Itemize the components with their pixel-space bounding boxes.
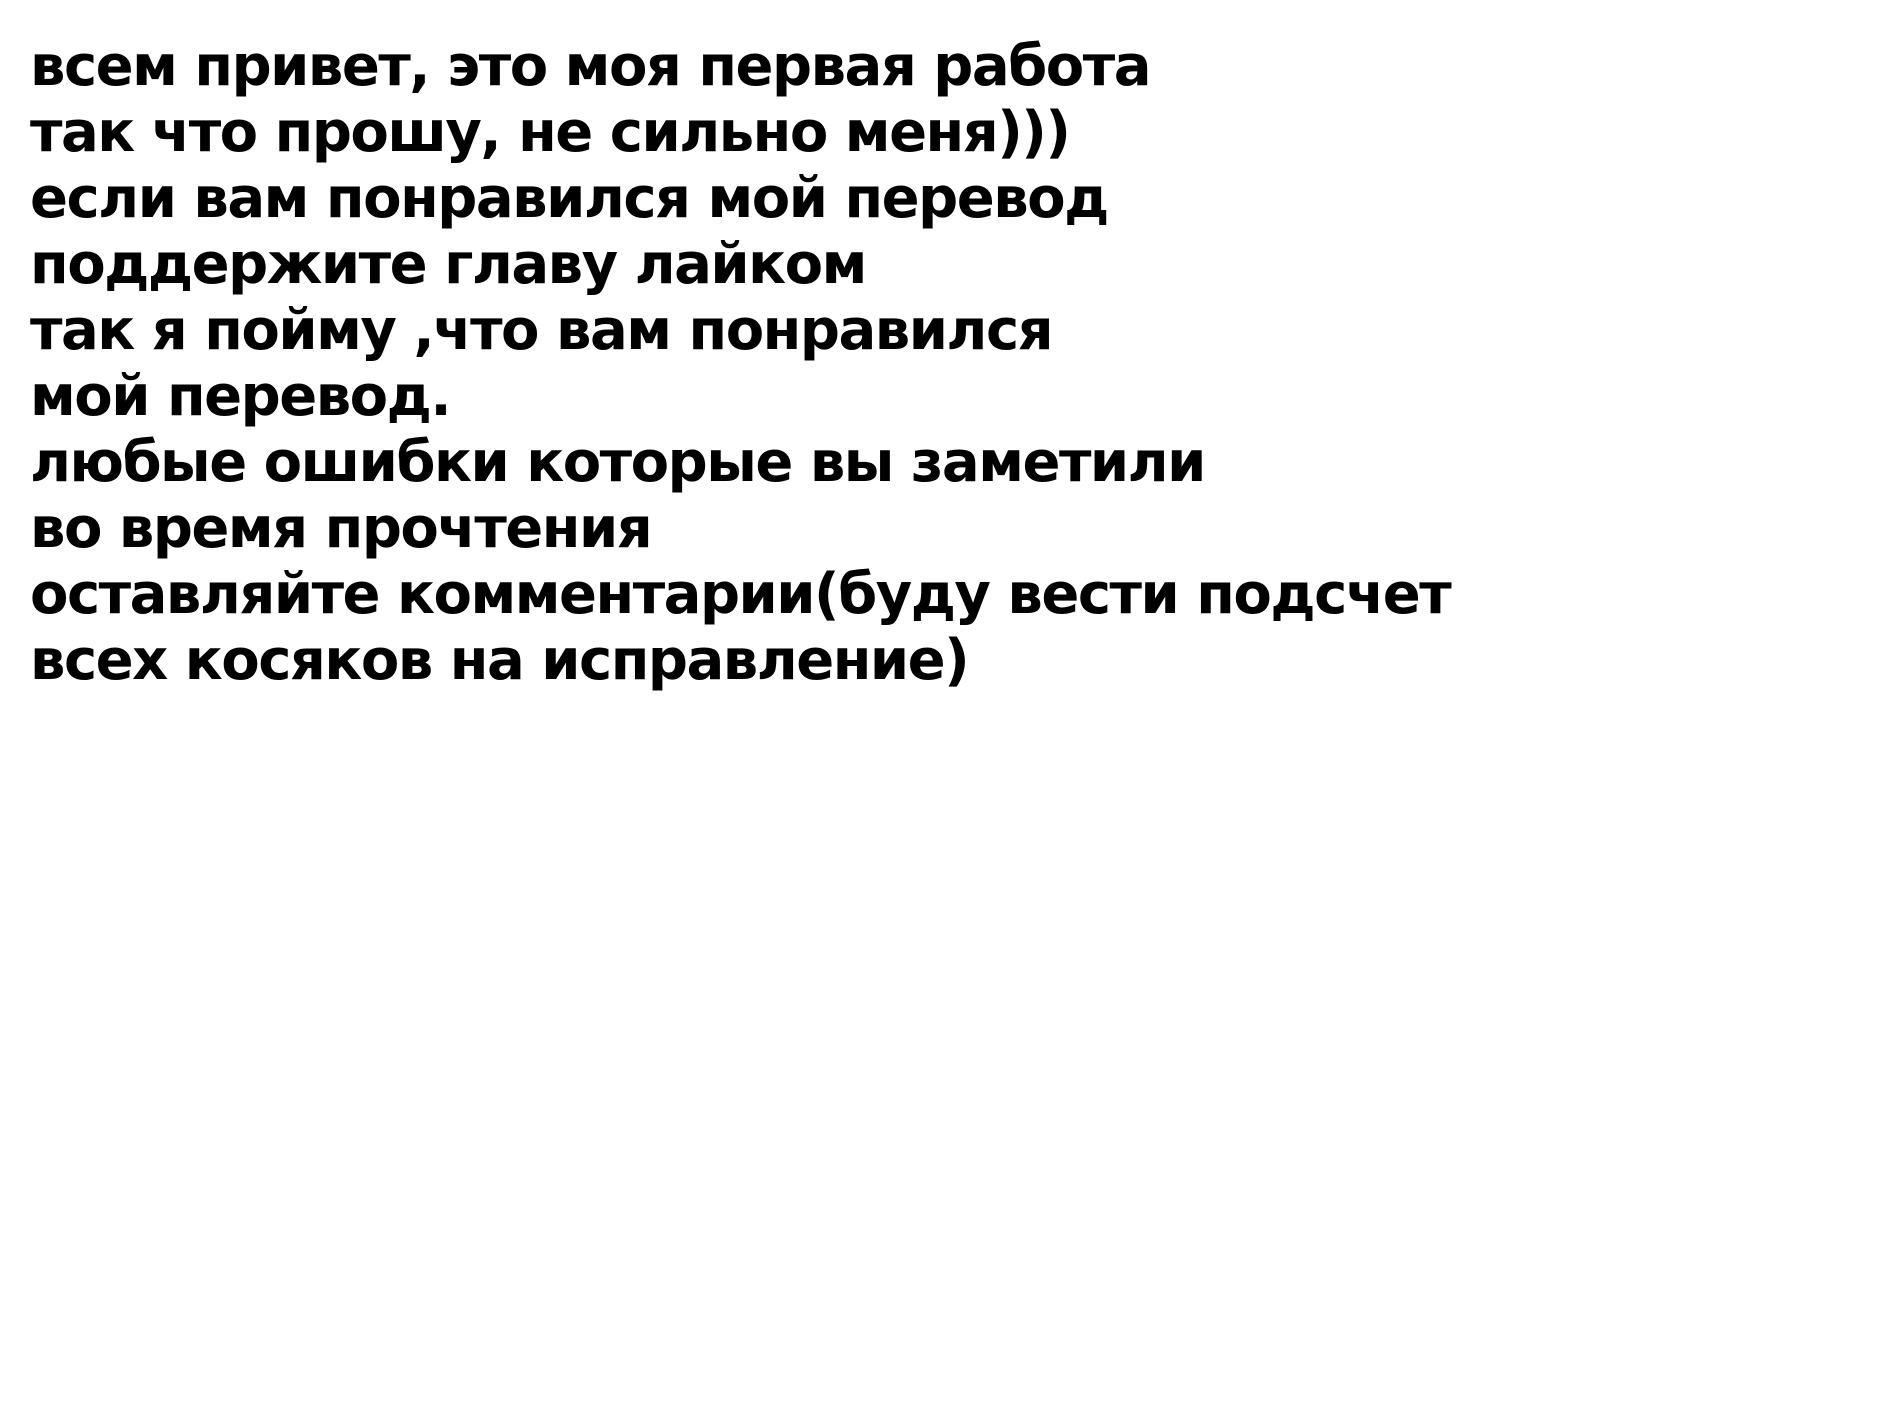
note-line-5: так я пойму ,что вам понравился [30, 298, 1053, 363]
translator-note-text [30, 34, 1860, 694]
note-line-8: во время прочтения [30, 496, 652, 561]
note-line-3: если вам понравился мой перевод [30, 166, 1108, 231]
note-line-4: поддержите главу лайком [30, 232, 866, 297]
note-line-1: всем привет, это моя первая работа [30, 34, 1150, 99]
note-line-7: любые ошибки которые вы заметили [30, 430, 1205, 495]
note-line-9: оставляйте комментарии(буду вести подсчет [30, 562, 1451, 627]
note-line-2: так что прошу, не сильно меня))) [30, 100, 1070, 165]
note-line-6: мой перевод. [30, 364, 451, 429]
note-line-10: всех косяков на исправление) [30, 628, 969, 693]
